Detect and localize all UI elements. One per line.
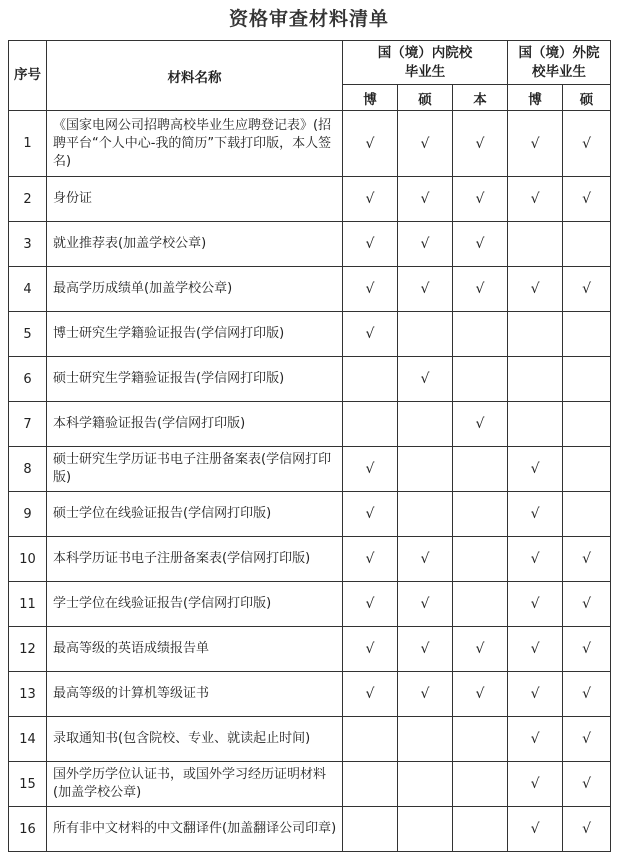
check-cell xyxy=(453,762,508,807)
row-number: 8 xyxy=(9,447,47,492)
check-cell xyxy=(508,111,563,177)
check-mark: √ xyxy=(582,686,591,702)
header-overseas: 国（境）外院校毕业生 xyxy=(508,41,611,85)
table-row xyxy=(9,717,611,762)
check-cell xyxy=(343,222,398,267)
check-mark: √ xyxy=(420,551,430,567)
check-mark: √ xyxy=(365,191,375,207)
check-cell xyxy=(508,357,563,402)
header-domestic-doctor: 博 xyxy=(343,85,398,111)
row-number: 16 xyxy=(9,807,47,852)
check-cell xyxy=(563,357,611,402)
check-mark: √ xyxy=(530,776,540,792)
header-domestic-bachelor: 本 xyxy=(453,85,508,111)
check-mark: √ xyxy=(365,281,375,297)
check-mark: √ xyxy=(365,135,375,152)
check-mark: √ xyxy=(475,191,485,207)
check-mark: √ xyxy=(420,135,430,152)
check-cell xyxy=(453,447,508,492)
check-mark: √ xyxy=(420,641,430,657)
check-cell xyxy=(508,762,563,807)
check-mark: √ xyxy=(582,641,591,657)
check-cell xyxy=(563,762,611,807)
check-cell xyxy=(398,312,453,357)
material-name: 硕士学位在线验证报告(学信网打印版) xyxy=(47,492,343,537)
check-cell xyxy=(398,717,453,762)
row-number: 9 xyxy=(9,492,47,537)
check-cell xyxy=(453,402,508,447)
check-mark: √ xyxy=(582,731,591,747)
check-cell xyxy=(398,357,453,402)
check-cell xyxy=(398,177,453,222)
table-row xyxy=(9,537,611,582)
check-cell xyxy=(508,447,563,492)
table-row xyxy=(9,312,611,357)
materials-table xyxy=(8,40,611,852)
row-number: 15 xyxy=(9,762,47,807)
material-name: 博士研究生学籍验证报告(学信网打印版) xyxy=(47,312,343,357)
row-number: 7 xyxy=(9,402,47,447)
check-mark: √ xyxy=(530,641,540,657)
row-number: 6 xyxy=(9,357,47,402)
material-name: 录取通知书(包含院校、专业、就读起止时间) xyxy=(47,717,343,762)
table-row xyxy=(9,627,611,672)
table-row xyxy=(9,222,611,267)
check-cell xyxy=(563,717,611,762)
row-number: 14 xyxy=(9,717,47,762)
check-cell xyxy=(453,357,508,402)
check-mark: √ xyxy=(530,596,540,612)
material-name: 所有非中文材料的中文翻译件(加盖翻译公司印章) xyxy=(47,807,343,852)
header-seq: 序号 xyxy=(9,41,47,111)
check-mark: √ xyxy=(530,506,540,522)
table-row xyxy=(9,492,611,537)
check-cell xyxy=(508,672,563,717)
check-cell xyxy=(343,627,398,672)
header-overseas-master: 硕 xyxy=(563,85,611,111)
check-mark: √ xyxy=(365,236,375,252)
check-mark: √ xyxy=(582,135,591,152)
check-cell xyxy=(398,672,453,717)
check-cell xyxy=(563,627,611,672)
check-cell xyxy=(343,402,398,447)
check-mark: √ xyxy=(420,191,430,207)
row-number: 2 xyxy=(9,177,47,222)
header-domestic-master: 硕 xyxy=(398,85,453,111)
row-number: 3 xyxy=(9,222,47,267)
table-body xyxy=(9,111,611,852)
row-number: 4 xyxy=(9,267,47,312)
check-mark: √ xyxy=(365,551,375,567)
check-mark: √ xyxy=(420,686,430,702)
header-overseas-doctor: 博 xyxy=(508,85,563,111)
row-number: 10 xyxy=(9,537,47,582)
check-mark: √ xyxy=(475,135,485,152)
check-cell xyxy=(453,582,508,627)
check-cell xyxy=(453,111,508,177)
material-name: 就业推荐表(加盖学校公章) xyxy=(47,222,343,267)
check-cell xyxy=(508,267,563,312)
check-cell xyxy=(398,402,453,447)
check-cell xyxy=(563,537,611,582)
check-cell xyxy=(398,537,453,582)
check-mark: √ xyxy=(420,236,430,252)
check-cell xyxy=(453,267,508,312)
table-row xyxy=(9,402,611,447)
check-cell xyxy=(508,492,563,537)
table-row xyxy=(9,447,611,492)
check-cell xyxy=(453,177,508,222)
check-cell xyxy=(343,717,398,762)
check-cell xyxy=(398,111,453,177)
check-cell xyxy=(508,582,563,627)
check-mark: √ xyxy=(582,821,591,837)
check-mark: √ xyxy=(475,416,485,432)
table-row xyxy=(9,807,611,852)
material-name: 本科学籍验证报告(学信网打印版) xyxy=(47,402,343,447)
check-cell xyxy=(508,402,563,447)
check-mark: √ xyxy=(475,686,485,702)
table-row xyxy=(9,762,611,807)
material-name: 硕士研究生学籍验证报告(学信网打印版) xyxy=(47,357,343,402)
table-row xyxy=(9,357,611,402)
row-number: 12 xyxy=(9,627,47,672)
check-cell xyxy=(343,672,398,717)
table-row xyxy=(9,582,611,627)
header-domestic: 国（境）内院校毕业生 xyxy=(343,41,508,85)
check-mark: √ xyxy=(582,281,591,297)
check-mark: √ xyxy=(530,191,540,207)
material-name: 最高学历成绩单(加盖学校公章) xyxy=(47,267,343,312)
check-mark: √ xyxy=(582,551,591,567)
check-cell xyxy=(563,447,611,492)
check-cell xyxy=(398,627,453,672)
check-cell xyxy=(453,627,508,672)
material-name: 最高等级的计算机等级证书 xyxy=(47,672,343,717)
check-mark: √ xyxy=(365,461,375,477)
check-cell xyxy=(563,111,611,177)
check-cell xyxy=(508,627,563,672)
material-name: 身份证 xyxy=(47,177,343,222)
check-cell xyxy=(453,222,508,267)
check-cell xyxy=(563,312,611,357)
check-cell xyxy=(343,111,398,177)
check-cell xyxy=(343,537,398,582)
check-mark: √ xyxy=(420,596,430,612)
check-cell xyxy=(343,177,398,222)
check-cell xyxy=(343,762,398,807)
check-cell xyxy=(563,177,611,222)
material-name: 本科学历证书电子注册备案表(学信网打印版) xyxy=(47,537,343,582)
row-number: 11 xyxy=(9,582,47,627)
material-name: 最高等级的英语成绩报告单 xyxy=(47,627,343,672)
check-cell xyxy=(453,537,508,582)
material-name: 硕士研究生学历证书电子注册备案表(学信网打印版) xyxy=(47,447,343,492)
check-cell xyxy=(343,807,398,852)
check-cell xyxy=(343,492,398,537)
check-mark: √ xyxy=(365,596,375,612)
check-cell xyxy=(563,582,611,627)
check-mark: √ xyxy=(530,281,540,297)
check-cell xyxy=(398,222,453,267)
check-cell xyxy=(563,492,611,537)
check-cell xyxy=(343,312,398,357)
check-cell xyxy=(453,492,508,537)
check-mark: √ xyxy=(582,776,591,792)
check-mark: √ xyxy=(475,236,485,252)
check-mark: √ xyxy=(530,551,540,567)
material-name: 国外学历学位认证书，或国外学习经历证明材料(加盖学校公章) xyxy=(47,762,343,807)
check-mark: √ xyxy=(475,641,485,657)
check-cell xyxy=(398,492,453,537)
check-cell xyxy=(563,672,611,717)
check-cell xyxy=(343,267,398,312)
check-cell xyxy=(508,177,563,222)
check-cell xyxy=(508,312,563,357)
check-cell xyxy=(453,672,508,717)
check-mark: √ xyxy=(530,135,540,152)
table-row xyxy=(9,267,611,312)
check-mark: √ xyxy=(582,596,591,612)
check-mark: √ xyxy=(530,686,540,702)
check-cell xyxy=(563,807,611,852)
check-cell xyxy=(398,447,453,492)
check-cell xyxy=(398,267,453,312)
check-cell xyxy=(398,807,453,852)
row-number: 1 xyxy=(9,111,47,177)
check-cell xyxy=(343,357,398,402)
table-row xyxy=(9,177,611,222)
row-number: 5 xyxy=(9,312,47,357)
check-cell xyxy=(343,447,398,492)
header-material-name: 材料名称 xyxy=(47,41,343,111)
check-cell xyxy=(453,717,508,762)
check-cell xyxy=(508,222,563,267)
check-mark: √ xyxy=(530,821,540,837)
check-cell xyxy=(398,762,453,807)
row-number: 13 xyxy=(9,672,47,717)
check-cell xyxy=(563,267,611,312)
check-cell xyxy=(563,402,611,447)
table-row xyxy=(9,111,611,177)
check-cell xyxy=(453,807,508,852)
check-mark: √ xyxy=(365,686,375,702)
check-mark: √ xyxy=(420,371,430,387)
check-cell xyxy=(343,582,398,627)
check-cell xyxy=(453,312,508,357)
check-cell xyxy=(508,537,563,582)
check-cell xyxy=(508,717,563,762)
check-mark: √ xyxy=(530,731,540,747)
check-mark: √ xyxy=(475,281,485,297)
check-mark: √ xyxy=(530,461,540,477)
check-mark: √ xyxy=(420,281,430,297)
check-mark: √ xyxy=(365,326,375,342)
check-cell xyxy=(508,807,563,852)
page-title: 资格审查材料清单 xyxy=(228,8,389,30)
check-mark: √ xyxy=(365,506,375,522)
check-mark: √ xyxy=(582,191,591,207)
material-name: 学士学位在线验证报告(学信网打印版) xyxy=(47,582,343,627)
check-mark: √ xyxy=(365,641,375,657)
check-cell xyxy=(563,222,611,267)
table-row xyxy=(9,672,611,717)
check-cell xyxy=(398,582,453,627)
material-name: 《国家电网公司招聘高校毕业生应聘登记表》(招聘平台“个人中心-我的简历”下载打印版，本人签名) xyxy=(47,111,343,177)
